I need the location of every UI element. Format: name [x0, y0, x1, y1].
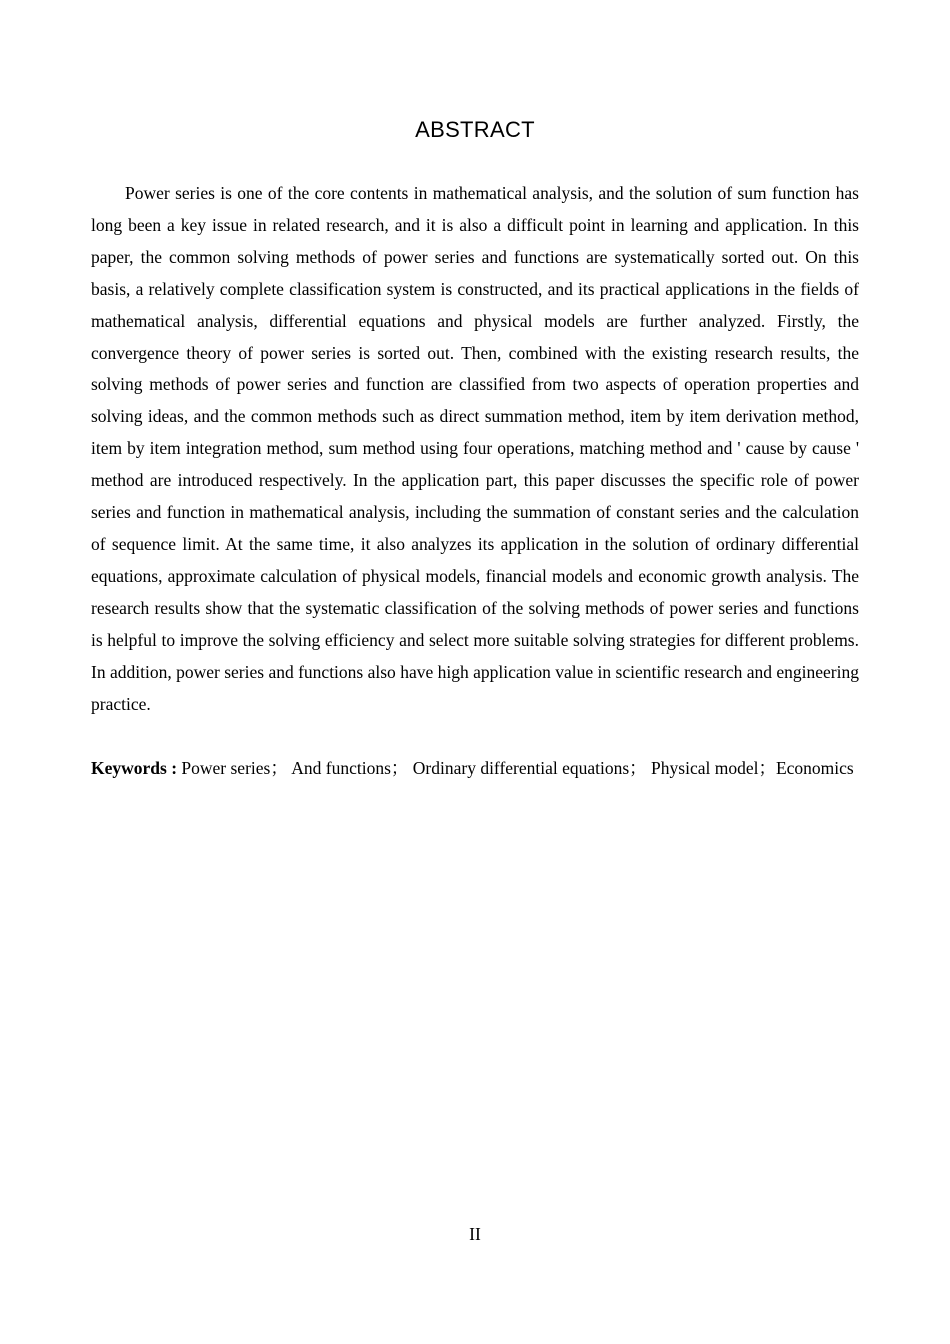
abstract-title: ABSTRACT — [415, 117, 535, 142]
abstract-body: Power series is one of the core contents in mathematical analysis, and the solution of sum function has long been a key issue in related research, and it is also a difficult point in learning and application. In this paper, the common solving methods of power series and functions are systematically sorted out. On this basis, a relatively complete classification system is constructed, and its practical applications in the fields of mathematical analysis, differential equations and physical models are further analyzed. Firstly, the convergence theory of power series is sorted out. Then, combined with the existing research results, the solving methods of power series and function are classified from two aspects of operation properties and solving ideas, and the common methods such as direct summation method, item by item derivation method, item by item integration method, sum method using four operations, matching method and ' cause by cause ' method are introduced respectively. In the application part, this paper discusses the specific role of power series and function in mathematical analysis, including the summation of constant series and the calculation of sequence limit. At the same time, it also analyzes its application in the solution of ordinary differential equations, approximate calculation of physical models, financial models and economic growth analysis. The research results show that the systematic classification of the solving methods of power series and functions is helpful to improve the solving efficiency and select more suitable solving strategies for different problems. In addition, power series and functions also have high application value in scientific research and engineering practice. — [91, 183, 859, 714]
keywords-text: Power series； And functions； Ordinary differential equations； Physical model；Economics — [181, 758, 854, 778]
keywords-label: Keywords : — [91, 758, 178, 778]
page-number: II — [469, 1224, 481, 1244]
keywords-line — [91, 753, 859, 785]
